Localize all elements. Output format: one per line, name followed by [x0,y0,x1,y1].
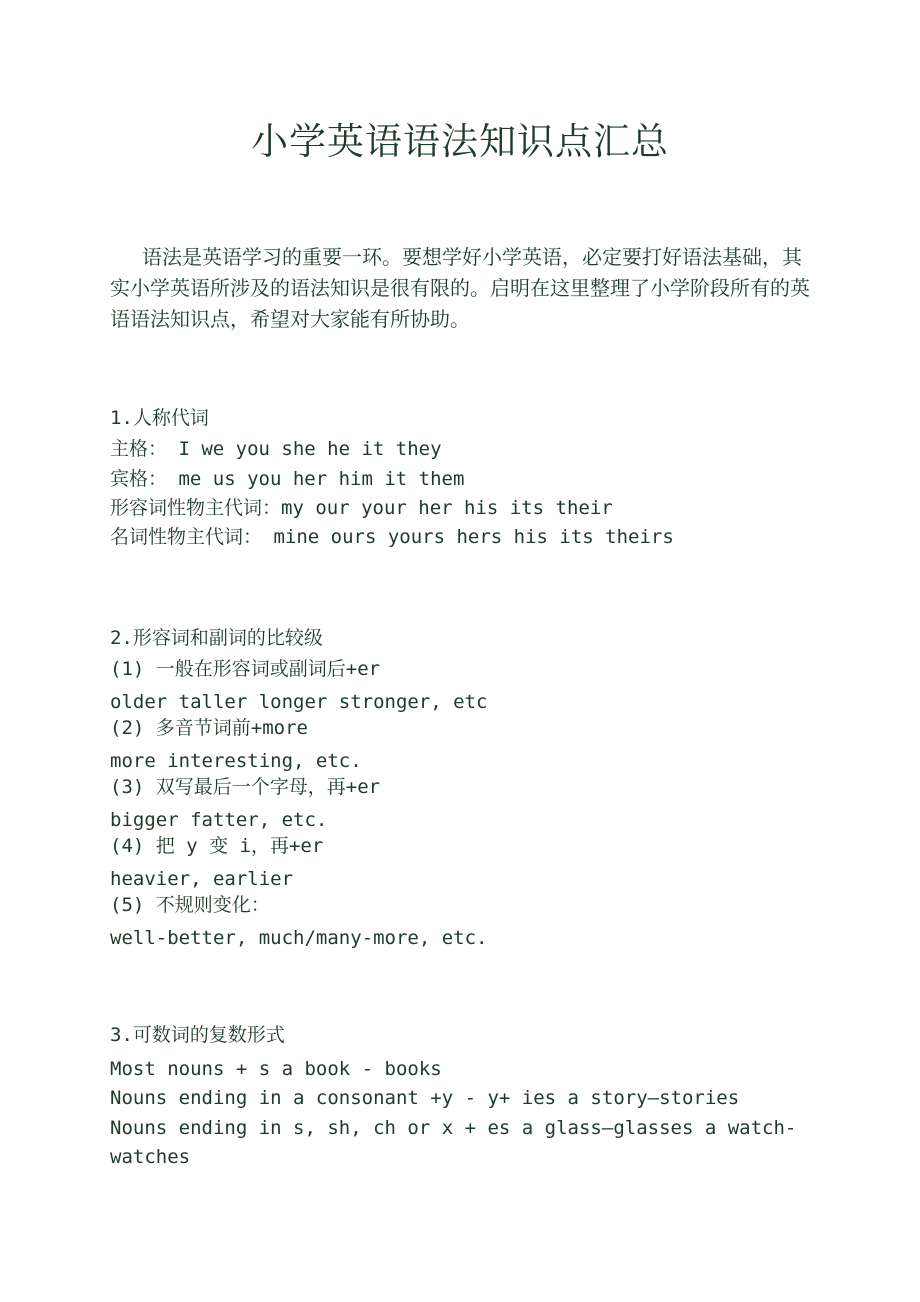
comparative-example-3: bigger fatter, etc. [110,809,328,831]
pronoun-line-subject: 主格： I we you she he it they [110,438,442,460]
comparative-rule-2: (2) 多音节词前+more [110,717,308,739]
pronoun-line-possessive-adjective: 形容词性物主代词：my our your her his its their [110,497,613,519]
comparative-example-4: heavier, earlier [110,868,294,890]
pronoun-line-object: 宾格： me us you her him it them [110,468,465,490]
plural-rule-3: Nouns ending in s, sh, ch or x + es a glass—glasses a watch- [110,1117,797,1139]
comparative-example-5: well-better, much/many-more, etc. [110,927,488,949]
comparative-rule-3: (3) 双写最后一个字母，再+er [110,776,381,798]
plural-rule-2: Nouns ending in a consonant +y - y+ ies a story—stories [110,1087,740,1109]
section-heading-plurals: 3.可数词的复数形式 [110,1024,285,1046]
pronoun-line-possessive-pronoun: 名词性物主代词： mine ours yours hers his its theirs [110,526,674,548]
comparative-rule-4: (4) 把 y 变 i，再+er [110,835,324,857]
comparative-example-2: more interesting, etc. [110,750,362,772]
comparative-rule-5: (5) 不规则变化： [110,894,270,916]
section-heading-pronouns: 1.人称代词 [110,407,209,429]
intro-paragraph: 语法是英语学习的重要一环。要想学好小学英语，必定要打好语法基础，其实小学英语所涉及的语法知识是很有限的。启明在这里整理了小学阶段所有的英语语法知识点，希望对大家能有所协助。 [110,245,810,331]
comparative-example-1: older taller longer stronger, etc [110,691,488,713]
plural-rule-1: Most nouns + s a book - books [110,1058,442,1080]
section-heading-comparatives: 2.形容词和副词的比较级 [110,627,323,649]
plural-rule-3-continued: watches [110,1146,191,1168]
page-title: 小学英语语法知识点汇总 [251,120,669,163]
comparative-rule-1: (1) 一般在形容词或副词后+er [110,658,381,680]
